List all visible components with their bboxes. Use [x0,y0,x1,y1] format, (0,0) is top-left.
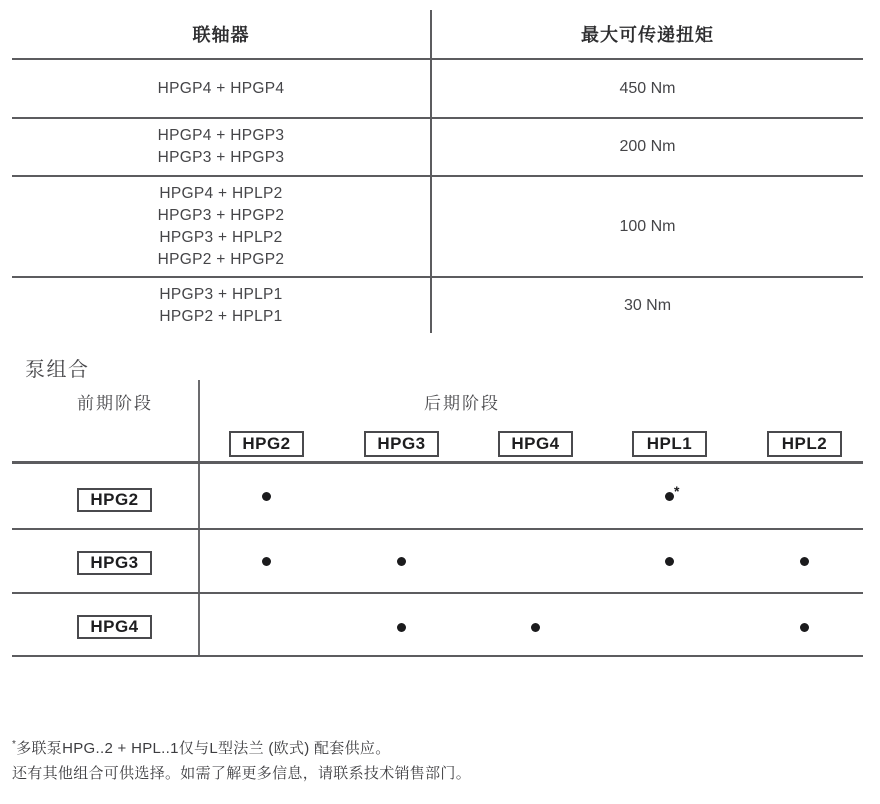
matrix-column-header-hpg4: HPG4 [498,431,573,457]
matrix-row-header-hpg3: HPG3 [77,551,152,575]
coupling-combos-cell [12,278,432,333]
torque-value: 100 Nm [619,217,676,235]
matrix-row-divider [12,655,863,657]
footnote-more-combos: 还有其他组合可供选择。如需了解更多信息，请联系技术销售部门。 [12,765,472,782]
combination-dot [262,492,271,501]
combination-dot [262,557,271,566]
coupling-combos-cell [12,177,432,276]
torque-table-header-row [12,10,863,58]
combination-dot [397,557,406,566]
torque-cell [432,278,863,333]
torque-table-row [12,117,863,175]
matrix-row-header-hpg2: HPG2 [77,488,152,512]
coupling-combo: HPGP2 + HPLP1 [159,307,283,325]
coupling-column-header: 联轴器 [192,25,250,45]
matrix-column-header-hpg3: HPG3 [364,431,439,457]
coupling-combos-cell [12,119,432,175]
combination-dot [531,623,540,632]
asterisk-marker: * [12,739,17,750]
coupling-combo: HPGP2 + HPGP2 [157,250,285,268]
coupling-combo: HPGP4 + HPGP4 [157,79,285,97]
torque-table-row [12,175,863,276]
coupling-header-cell [12,10,432,58]
coupling-torque-table [12,10,863,333]
matrix-row-divider [12,528,863,530]
combination-asterisk: * [674,483,680,499]
torque-cell [432,119,863,175]
matrix-column-header-hpl2: HPL2 [767,431,842,457]
early-stage-axis-label: 前期阶段 [77,394,153,413]
torque-header-cell [432,10,863,58]
torque-value: 450 Nm [619,79,676,97]
torque-cell [432,60,863,117]
coupling-combo: HPGP3 + HPLP1 [159,285,283,303]
coupling-combo: HPGP3 + HPGP2 [157,206,285,224]
coupling-combo: HPGP4 + HPGP3 [157,127,285,144]
coupling-combo: HPGP4 + HPLP2 [159,184,283,202]
footnote-flange [12,735,391,759]
matrix-row-divider [12,461,863,464]
torque-column-header: 最大可传递扭矩 [581,25,714,45]
coupling-combo: HPGP3 + HPLP2 [159,228,283,246]
combination-dot [800,557,809,566]
combination-dot [665,492,674,501]
coupling-combos-cell [12,60,432,117]
torque-table-row [12,58,863,117]
matrix-row-header-hpg4: HPG4 [77,615,152,639]
matrix-vertical-divider [198,380,200,657]
torque-value: 30 Nm [623,296,672,314]
matrix-column-header-hpl1: HPL1 [632,431,707,457]
coupling-combo: HPGP3 + HPGP3 [157,149,285,166]
torque-cell [432,177,863,276]
footnote-flange-text: 多联泵HPG..2 + HPL..1仅与L型法兰 (欧式) 配套供应。 [16,740,391,757]
torque-table-row [12,276,863,333]
combination-dot [397,623,406,632]
torque-value: 200 Nm [619,138,676,155]
pump-combination-title: 泵组合 [25,359,90,381]
combination-dot [800,623,809,632]
matrix-row-divider [12,592,863,594]
matrix-column-header-hpg2: HPG2 [229,431,304,457]
late-stage-axis-label: 后期阶段 [424,394,500,413]
combination-dot [665,557,674,566]
